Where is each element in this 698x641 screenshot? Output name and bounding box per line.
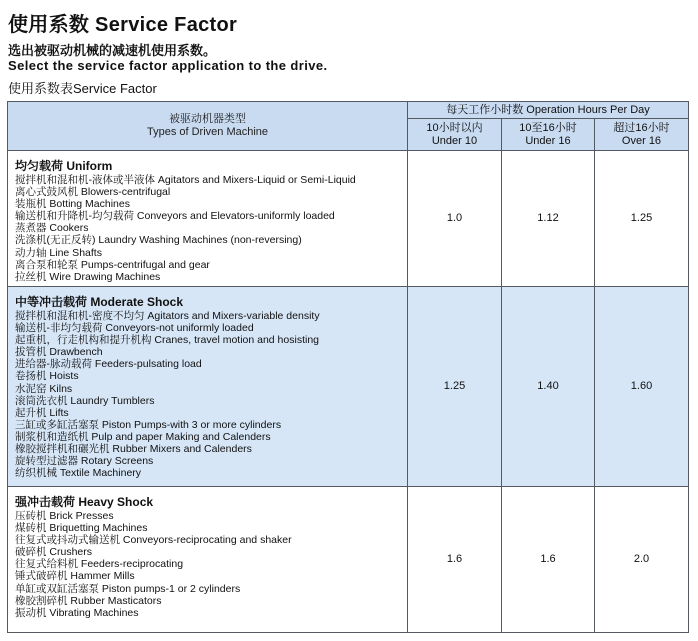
column-header-en: Over 16 bbox=[621, 134, 662, 147]
factor-value: 1.40 bbox=[502, 287, 595, 487]
list-item: 破碎机 Crushers bbox=[15, 546, 93, 559]
section-heading: 中等冲击载荷 Moderate Shock bbox=[15, 295, 184, 309]
column-header-over-16 bbox=[595, 119, 689, 151]
factor-value: 1.25 bbox=[408, 287, 502, 487]
column-header-cn: 10至16小时 bbox=[519, 121, 577, 134]
list-item: 装瓶机 Botting Machines bbox=[15, 198, 130, 211]
column-header-under-10 bbox=[408, 119, 502, 151]
list-item: 水泥窑 Kilns bbox=[15, 382, 73, 395]
list-item: 进给器-脉动载荷 Feeders-pulsating load bbox=[15, 358, 202, 371]
list-item: 离心式鼓风机 Blowers-centrifugal bbox=[15, 186, 171, 199]
factor-value: 1.6 bbox=[502, 487, 595, 633]
list-item: 离合泵和轮泵 Pumps-centrifugal and gear bbox=[15, 258, 210, 271]
list-item: 起升机 Lifts bbox=[15, 406, 69, 419]
list-item: 橡胶搅拌机和碾光机 Rubber Mixers and Calenders bbox=[15, 443, 252, 456]
list-item: 纺织机械 Textile Machinery bbox=[15, 467, 142, 480]
list-item: 输送机和升降机-均匀载荷 Conveyors and Elevators-uniformly loaded bbox=[15, 210, 335, 223]
page-title: 使用系数 Service Factor bbox=[8, 14, 238, 36]
list-item: 搅拌机和混和机-密度不均匀 Agitators and Mixers-variable density bbox=[15, 310, 320, 322]
list-item: 滚筒洗衣机 Laundry Tumblers bbox=[15, 394, 155, 407]
list-item: 制浆机和造纸机 Pulp and paper Making and Calenders bbox=[15, 430, 271, 443]
list-item: 往复式或抖动式输送机 Conveyors-reciprocating and shaker bbox=[15, 534, 292, 547]
list-item: 拔管机 Drawbench bbox=[15, 346, 103, 359]
uniform-types-cell bbox=[8, 151, 408, 287]
list-item: 振动机 Vibrating Machines bbox=[15, 606, 139, 619]
section-heading: 均匀载荷 Uniform bbox=[15, 159, 113, 173]
heavy-shock-types-cell bbox=[8, 487, 408, 633]
factor-value: 1.0 bbox=[408, 151, 502, 287]
list-item: 卷扬机 Hoists bbox=[15, 370, 79, 383]
factor-value: 1.60 bbox=[595, 287, 689, 487]
list-item: 往复式给料机 Feeders-reciprocating bbox=[15, 558, 184, 571]
table-row-heavy-shock bbox=[8, 487, 689, 633]
list-item: 动力轴 Line Shafts bbox=[15, 246, 102, 259]
table-row-uniform bbox=[8, 151, 689, 287]
list-item: 锤式破碎机 Hammer Mills bbox=[15, 570, 135, 583]
list-item: 蒸煮器 Cookers bbox=[15, 222, 89, 235]
driven-machine-header-en: Types of Driven Machine bbox=[146, 126, 269, 138]
subtitle-english: Select the service factor application to the drive. bbox=[8, 58, 328, 73]
list-item: 三缸或多缸活塞泵 Piston Pumps-with 3 or more cylinders bbox=[15, 418, 282, 431]
list-item: 起重机，行走机构和提升机构 Cranes, travel motion and hosisting bbox=[15, 334, 320, 347]
section-heading: 强冲击载荷 Heavy Shock bbox=[15, 495, 154, 509]
column-header-en: Under 16 bbox=[525, 134, 571, 147]
list-item: 单缸或双缸活塞泵 Piston pumps-1 or 2 cylinders bbox=[15, 582, 241, 595]
table-row-moderate-shock bbox=[8, 287, 689, 487]
table-title: 使用系数表Service Factor bbox=[8, 81, 157, 96]
column-header-under-16 bbox=[502, 119, 595, 151]
list-item: 搅拌机和混和机-液体或半液体 Agitators and Mixers-Liquid or Semi-Liquid bbox=[15, 174, 356, 186]
service-factor-table bbox=[7, 101, 689, 633]
moderate-shock-types-cell bbox=[8, 287, 408, 487]
factor-value: 1.12 bbox=[502, 151, 595, 287]
factor-value: 1.25 bbox=[595, 151, 689, 287]
column-header-cn: 超过16小时 bbox=[613, 121, 670, 134]
operation-hours-header: 每天工作小时数 Operation Hours Per Day bbox=[408, 102, 689, 119]
table-header-row bbox=[8, 102, 689, 119]
list-item: 输送机-非均匀载荷 Conveyors-not uniformly loaded bbox=[15, 322, 254, 335]
list-item: 橡胶割碎机 Rubber Masticators bbox=[15, 594, 162, 607]
list-item: 压砖机 Brick Presses bbox=[15, 510, 114, 522]
list-item: 拉丝机 Wire Drawing Machines bbox=[15, 270, 161, 283]
driven-machine-header-cn: 被驱动机器类型 bbox=[169, 113, 246, 125]
list-item: 洗涤机(无正反转) Laundry Washing Machines (non-reversing) bbox=[15, 234, 302, 247]
driven-machine-header bbox=[8, 102, 408, 151]
list-item: 煤砖机 Briquetting Machines bbox=[15, 522, 148, 535]
list-item: 旋转型过滤器 Rotary Screens bbox=[15, 455, 154, 468]
column-header-cn: 10小时以内 bbox=[426, 121, 483, 134]
factor-value: 2.0 bbox=[595, 487, 689, 633]
column-header-en: Under 10 bbox=[431, 134, 478, 147]
factor-value: 1.6 bbox=[408, 487, 502, 633]
subtitle-chinese: 选出被驱动机械的减速机使用系数。 bbox=[8, 43, 217, 58]
